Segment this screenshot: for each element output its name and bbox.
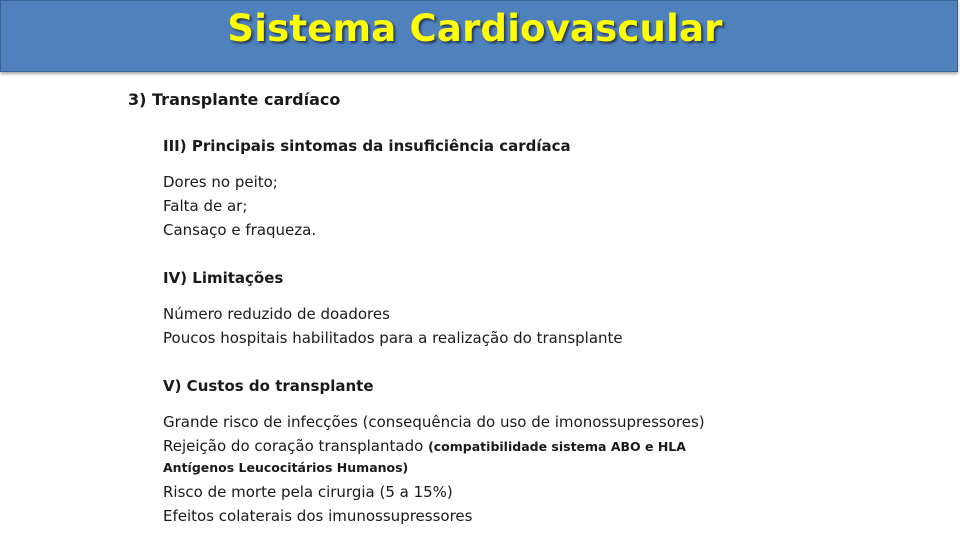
symptom-item: Falta de ar; <box>163 197 248 215</box>
cost-item: Efeitos colaterais dos imunossupressores <box>163 507 473 525</box>
costs-heading: V) Custos do transplante <box>163 377 374 395</box>
section-heading: 3) Transplante cardíaco <box>128 90 341 109</box>
cost-item: Risco de morte pela cirurgia (5 a 15%) <box>163 483 453 501</box>
slide-title: Sistema Cardiovascular <box>227 7 723 50</box>
cost-item: Grande risco de infecções (consequência do uso de imonossupressores) <box>163 413 705 431</box>
rejection-note-continued: Antígenos Leucocitários Humanos) <box>163 460 409 475</box>
cost-item <box>163 437 686 455</box>
rejection-note: (compatibilidade sistema ABO e HLA <box>428 439 686 454</box>
symptoms-heading: III) Principais sintomas da insuficiência cardíaca <box>163 137 571 155</box>
limitations-heading: IV) Limitações <box>163 269 284 287</box>
rejection-text: Rejeição do coração transplantado <box>163 437 424 455</box>
symptom-item: Cansaço e fraqueza. <box>163 221 317 239</box>
limitation-item: Poucos hospitais habilitados para a realização do transplante <box>163 329 623 347</box>
symptom-item: Dores no peito; <box>163 173 278 191</box>
limitation-item: Número reduzido de doadores <box>163 305 390 323</box>
title-banner <box>0 0 958 72</box>
